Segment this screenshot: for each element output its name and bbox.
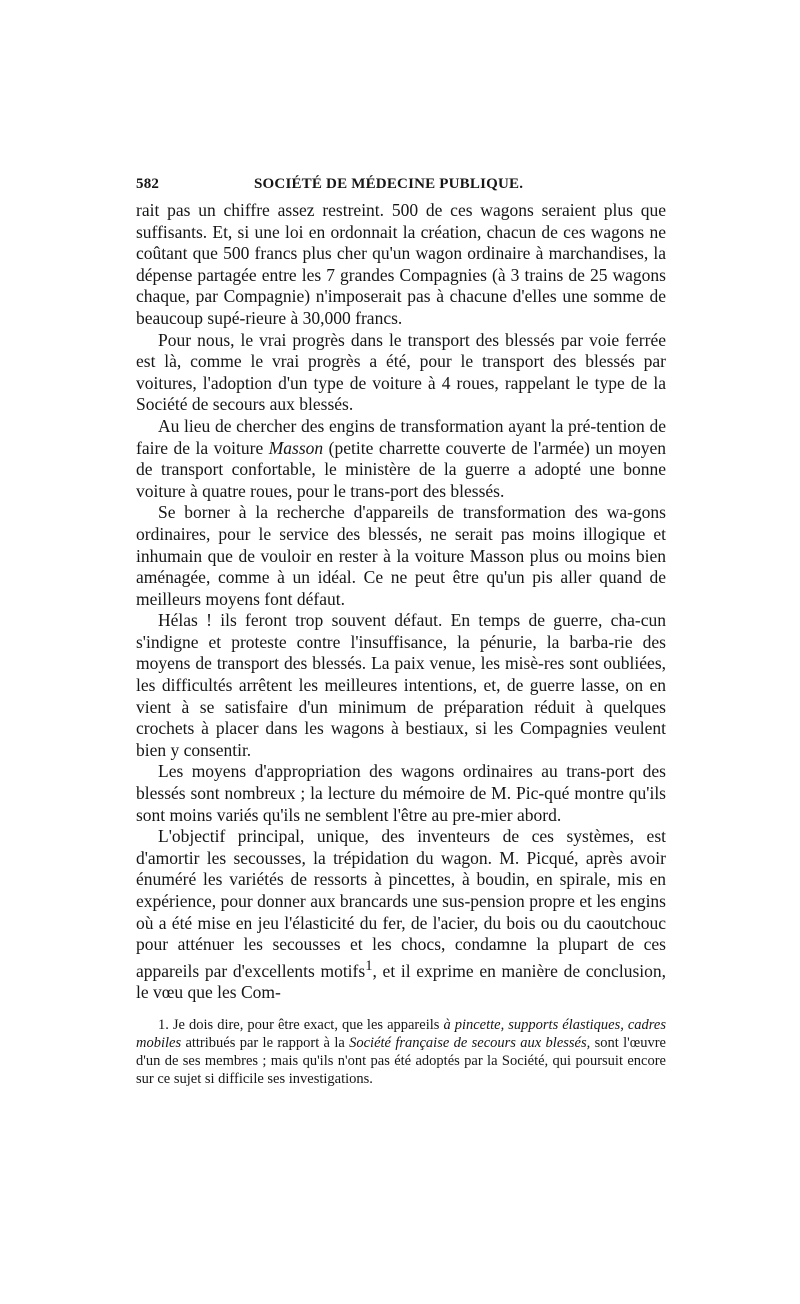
paragraph-3-text-b: (petite charrette couverte de l'armée) un moyen de transport confortable, le ministère de la guerre a adopté une bonne voiture à quatre roues, pour le trans-port des blessés. — [136, 437, 666, 501]
paragraph-3-italic: Masson — [268, 437, 324, 458]
paragraph-5: Hélas ! ils feront trop souvent défaut. En temps de guerre, cha-cun s'indigne et proteste contre l'insuffisance, la pénurie, la barba-rie des moyens de transport des blessés. La paix venue, les misè-res sont oubliées, les difficultés arrêtent les meilleures intentions, et, de guerre lasse, on en vient à se satisfaire d'un minimum de préparation réduit à quelques crochets à placer dans les wagons à bestiaux, si les Compagnies veulent bien y consentir. — [136, 610, 666, 760]
paragraph-2: Pour nous, le vrai progrès dans le transport des blessés par voie ferrée est là, comme le vrai progrès a été, pour le transport des blessés par voitures, l'adoption d'un type de voiture à 4 roues, rappelant le type de la Société de secours aux blessés. — [136, 329, 666, 415]
footnote-italic-a: à pincette, supports élastiques, cadres mobiles — [136, 1016, 666, 1051]
footnote-italic-b: Société française de secours aux blessés, — [349, 1035, 591, 1051]
running-title: SOCIÉTÉ DE MÉDECINE PUBLIQUE. — [254, 176, 524, 192]
footnote — [136, 1016, 666, 1089]
paragraph-1: rait pas un chiffre assez restreint. 500 de ces wagons seraient plus que suffisants. Et, si une loi en ordonnait la création, chacun de ces wagons ne coûtant que 500 francs plus cher qu'un wagon ordinaire à marchandises, la dépense partagée entre les 7 grandes Compagnies (à 3 trains de 25 wagons chaque, par Compagnie) n'imposerait pas à chacune d'elles une somme de beaucoup supé-rieure à 30,000 francs. — [136, 200, 666, 328]
book-page — [136, 176, 666, 1089]
footnote-reference: 1 — [365, 957, 373, 974]
page-number: 582 — [136, 176, 160, 192]
paragraph-3-text-a: Au lieu de chercher des engins de transformation ayant la pré-tention de faire de la voiture — [136, 415, 666, 458]
paragraph-7-text: L'objectif principal, unique, des inventeurs de ces systèmes, est d'amortir les secousses, la trépidation du wagon. M. Picqué, après avoir énuméré les variétés de ressorts à pincettes, à boudin, en spirale, mis en expérience, pour donner aux brancards une sus-pension propre et les engins où a été mise en jeu l'élasticité du fer, de l'acier, du bois ou du caoutchouc pour atténuer les secousses et les chocs, condamne la plupart de ces appareils par d'excellents motifs — [136, 826, 666, 981]
paragraph-4: Se borner à la recherche d'appareils de transformation des wa-gons ordinaires, pour le service des blessés, ne serait pas moins illogique et inhumain que de vouloir en rester à la voiture Masson plus ou moins bien aménagée, comme à un idéal. Ce ne peut être qu'un pis aller quand de meilleurs moyens font défaut. — [136, 502, 666, 609]
body-text — [136, 200, 666, 1004]
paragraph-6: Les moyens d'appropriation des wagons ordinaires au trans-port des blessés sont nombreux ; la lecture du mémoire de M. Pic-qué montre qu'ils sont moins variés qu'ils ne semblent l'être au pre-mier abord. — [136, 761, 666, 825]
paragraph-3 — [136, 416, 666, 502]
running-head — [136, 176, 666, 200]
paragraph-7 — [136, 826, 666, 1004]
footnote-text-c: sont l'œuvre d'un de ses membres ; mais qu'ils n'ont pas été adoptés par la Société, qui poursuit encore sur ce sujet si difficile ses investigations. — [136, 1035, 666, 1088]
footnote-text-a: Je dois dire, pour être exact, que les appareils — [168, 1016, 444, 1033]
footnote-text-b: attribués par le rapport à la — [181, 1035, 350, 1051]
paragraph-7-continuation: , et il exprime en manière de conclusion, le vœu que les Com- — [136, 960, 666, 1003]
footnote-number: 1. — [158, 1016, 169, 1033]
